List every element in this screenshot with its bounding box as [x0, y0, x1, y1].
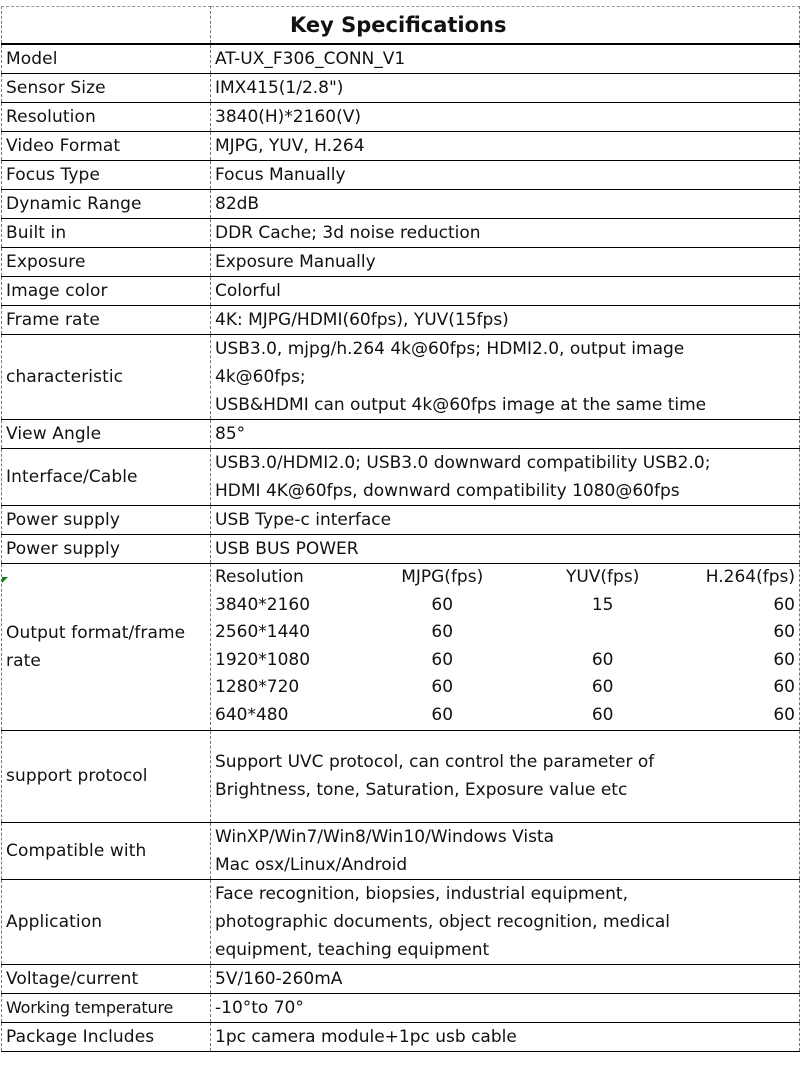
- cell-yuv: 15: [591, 594, 614, 615]
- spec-value: [211, 730, 800, 822]
- text-line: USB3.0/HDMI2.0; USB3.0 downward compatibility USB2.0;: [215, 453, 711, 473]
- cell-h264: 60: [773, 622, 795, 643]
- spec-label: Built in: [2, 219, 211, 248]
- output-format-row: [215, 702, 795, 730]
- cell-yuv: [512, 619, 693, 647]
- text-line: HDMI 4K@60fps, downward compatibility 1080@60fps: [215, 481, 680, 501]
- output-format-row: [215, 592, 795, 620]
- text-line: equipment, teaching equipment: [215, 939, 490, 960]
- spec-label: Exposure: [2, 248, 211, 277]
- spec-row-sensor-size: [2, 74, 800, 103]
- cell-mjpg: 60: [431, 622, 454, 643]
- cell-mjpg: 60: [431, 594, 454, 615]
- spec-table: [1, 6, 800, 1052]
- spec-value: -10°to 70°: [211, 993, 800, 1022]
- cell-h264: 60: [773, 649, 795, 670]
- spec-label: Sensor Size: [2, 74, 211, 103]
- spec-value: Focus Manually: [211, 161, 800, 190]
- spec-row-video-format: [2, 132, 800, 161]
- output-format-grid: [215, 564, 795, 730]
- output-format-row: [215, 619, 795, 647]
- col-header-h264: H.264(fps): [705, 567, 795, 587]
- spec-value: [211, 822, 800, 879]
- output-format-table: [211, 564, 800, 731]
- spec-row-focus-type: [2, 161, 800, 190]
- spec-label: Resolution: [2, 103, 211, 132]
- text-line: Brightness, tone, Saturation, Exposure value etc: [215, 780, 628, 801]
- spec-label: Package Includes: [2, 1022, 211, 1051]
- text-line: 4k@60fps;: [215, 367, 306, 387]
- spec-value: [211, 879, 800, 964]
- cell-yuv: 60: [591, 649, 614, 670]
- spec-label: support protocol: [2, 730, 211, 822]
- spec-value: USB Type-c interface: [211, 506, 800, 535]
- spec-label: Compatible with: [2, 822, 211, 879]
- cell-resolution: 3840*2160: [215, 594, 311, 615]
- spec-value: Colorful: [211, 277, 800, 306]
- cell-comment-marker: [2, 577, 8, 583]
- spec-label: Image color: [2, 277, 211, 306]
- cell-h264: 60: [773, 594, 795, 615]
- spec-row-exposure: [2, 248, 800, 277]
- spec-row-dynamic-range: [2, 190, 800, 219]
- spec-value: MJPG, YUV, H.264: [211, 132, 800, 161]
- spec-row-view-angle: [2, 420, 800, 449]
- spec-row-frame-rate: [2, 306, 800, 335]
- title-blank-cell: [2, 7, 211, 45]
- col-header-mjpg: MJPG(fps): [401, 567, 484, 587]
- text-line: Support UVC protocol, can control the parameter of: [215, 752, 655, 773]
- cell-resolution: 1280*720: [215, 677, 300, 698]
- page-title: Key Specifications: [211, 7, 800, 45]
- cell-mjpg: 60: [431, 677, 454, 698]
- cell-yuv: 60: [591, 677, 614, 698]
- spec-label: Focus Type: [2, 161, 211, 190]
- spec-row-resolution: [2, 103, 800, 132]
- spec-row-characteristic: [2, 335, 800, 420]
- spec-row-built-in: [2, 219, 800, 248]
- output-format-row: [215, 647, 795, 675]
- spec-value: IMX415(1/2.8"): [211, 74, 800, 103]
- text-line: Face recognition, biopsies, industrial equipment,: [215, 883, 628, 904]
- cell-resolution: 640*480: [215, 704, 289, 725]
- spec-label: View Angle: [2, 420, 211, 449]
- spec-label: characteristic: [2, 335, 211, 420]
- text-line: WinXP/Win7/Win8/Win10/Windows Vista: [215, 826, 555, 847]
- cell-mjpg: 60: [431, 704, 454, 725]
- cell-h264: 60: [773, 704, 795, 725]
- spec-row-interface: [2, 449, 800, 506]
- spec-value: [211, 449, 800, 506]
- spec-row-working-temperature: [2, 993, 800, 1022]
- label-line: rate: [6, 650, 41, 671]
- text-line: Mac osx/Linux/Android: [215, 854, 408, 875]
- cell-mjpg: 60: [431, 649, 454, 670]
- spec-label: Working temperature: [2, 993, 211, 1022]
- text-line: USB3.0, mjpg/h.264 4k@60fps; HDMI2.0, output image: [215, 339, 685, 359]
- spec-value: 4K: MJPG/HDMI(60fps), YUV(15fps): [211, 306, 800, 335]
- spec-label: Power supply: [2, 506, 211, 535]
- spec-label: Interface/Cable: [2, 449, 211, 506]
- label-line: Output format/frame: [6, 622, 186, 643]
- spec-row-output-format: [2, 564, 800, 731]
- cell-h264: 60: [773, 677, 795, 698]
- spec-row-power-supply-2: [2, 535, 800, 564]
- spec-value: AT-UX_F306_CONN_V1: [211, 44, 800, 74]
- spec-row-compatible-with: [2, 822, 800, 879]
- output-format-row: [215, 674, 795, 702]
- spec-label: Power supply: [2, 535, 211, 564]
- spec-row-support-protocol: [2, 730, 800, 822]
- text-line: photographic documents, object recognition, medical: [215, 911, 670, 932]
- spec-value: 1pc camera module+1pc usb cable: [211, 1022, 800, 1051]
- spec-value: Exposure Manually: [211, 248, 800, 277]
- spec-value: USB BUS POWER: [211, 535, 800, 564]
- spec-value: 82dB: [211, 190, 800, 219]
- col-header-resolution: Resolution: [215, 567, 304, 587]
- spec-label: Application: [2, 879, 211, 964]
- spec-row-package-includes: [2, 1022, 800, 1051]
- col-header-yuv: YUV(fps): [565, 567, 640, 587]
- spec-row-power-supply: [2, 506, 800, 535]
- spec-label: Video Format: [2, 132, 211, 161]
- text-line: USB&HDMI can output 4k@60fps image at the same time: [215, 395, 707, 415]
- spec-value: 5V/160-260mA: [211, 964, 800, 993]
- cell-yuv: 60: [591, 704, 614, 725]
- spec-label: Dynamic Range: [2, 190, 211, 219]
- output-format-header: [215, 564, 795, 592]
- spec-label: Frame rate: [2, 306, 211, 335]
- cell-resolution: 2560*1440: [215, 622, 311, 643]
- spec-row-voltage: [2, 964, 800, 993]
- spec-value: DDR Cache; 3d noise reduction: [211, 219, 800, 248]
- spec-label: Voltage/current: [2, 964, 211, 993]
- spec-value: 85°: [211, 420, 800, 449]
- spec-row-image-color: [2, 277, 800, 306]
- spec-row-application: [2, 879, 800, 964]
- spec-label: Model: [2, 44, 211, 74]
- spec-value: 3840(H)*2160(V): [211, 103, 800, 132]
- title-row: [2, 7, 800, 45]
- spec-value: [211, 335, 800, 420]
- spec-row-model: [2, 44, 800, 74]
- cell-resolution: 1920*1080: [215, 649, 311, 670]
- spec-label: [2, 564, 211, 731]
